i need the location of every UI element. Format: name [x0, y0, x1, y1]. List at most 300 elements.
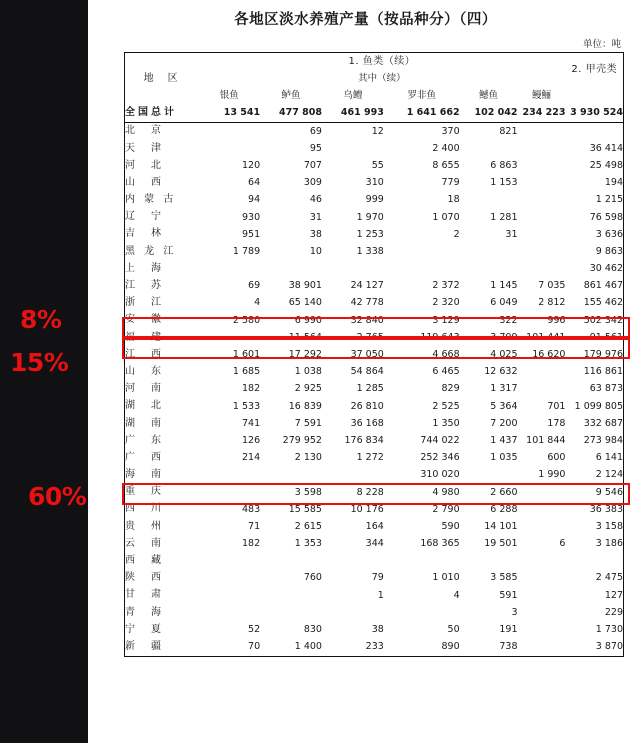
- cell-eel: 7 035: [538, 280, 566, 292]
- cell-tilapia: 1 350: [432, 417, 460, 429]
- row-region-label: 天 津: [125, 142, 164, 154]
- cell-silverfish: [198, 140, 260, 157]
- table-row: [125, 398, 624, 415]
- cell-tilapia: 4: [453, 589, 460, 601]
- cell-mandarinfish: 1 035: [490, 452, 518, 464]
- row-region-label: 山 东: [125, 365, 164, 377]
- cell-silverfish: [198, 122, 260, 140]
- cell-silverfish: 182: [241, 383, 261, 395]
- cell-eel: [518, 552, 566, 569]
- header-col-perch: 鲈鱼: [281, 90, 301, 102]
- cell-crustacean: [565, 122, 623, 140]
- row-region-label: 海 南: [125, 469, 164, 481]
- cell-snakehead: 344: [365, 538, 384, 550]
- cell-crustacean: 3 636: [595, 228, 623, 240]
- cell-eel: [518, 243, 566, 260]
- cell-mandarinfish: [460, 140, 518, 157]
- cell-crustacean: 127: [604, 589, 623, 601]
- cell-tilapia: 1 010: [432, 572, 460, 584]
- row-region-label: 新 疆: [125, 640, 164, 652]
- cell-crustacean: 9 546: [595, 486, 623, 498]
- row-region-label: 四 川: [125, 503, 164, 515]
- cell-silverfish: 126: [241, 434, 261, 446]
- table-row: [125, 277, 624, 294]
- cell-mandarinfish: 6 863: [490, 159, 518, 171]
- cell-perch: 2 130: [294, 452, 322, 464]
- table-row: [125, 140, 624, 157]
- cell-eel: [518, 192, 566, 209]
- cell-mandarinfish: 102 042: [474, 107, 518, 119]
- cell-perch: 2 615: [294, 520, 322, 532]
- cell-crustacean: 194: [604, 177, 623, 189]
- cell-silverfish: 64: [248, 177, 261, 189]
- cell-silverfish: 13 541: [223, 107, 261, 119]
- cell-eel: [518, 260, 566, 277]
- row-region-label: 河 南: [125, 383, 164, 395]
- cell-snakehead: 1 253: [356, 228, 384, 240]
- cell-mandarinfish: [460, 260, 518, 277]
- table-sheet: [88, 0, 643, 743]
- cell-eel: [518, 157, 566, 174]
- table-body: [125, 105, 624, 657]
- cell-silverfish: 94: [248, 194, 261, 206]
- cell-eel: [518, 140, 566, 157]
- cell-snakehead: 233: [365, 641, 384, 653]
- statistics-table: [124, 52, 624, 657]
- cell-eel: 701: [547, 400, 566, 412]
- cell-crustacean: 2 475: [595, 572, 623, 584]
- cell-snakehead: 176 834: [344, 434, 384, 446]
- cell-crustacean: 2 124: [595, 469, 623, 481]
- cell-eel: 16 620: [532, 349, 566, 361]
- cell-crustacean: 76 598: [589, 211, 623, 223]
- cell-crustacean: 3 186: [595, 538, 623, 550]
- row-region-label: 江 苏: [125, 280, 164, 292]
- row-region-label: 北 京: [125, 125, 164, 137]
- cell-snakehead: 1 970: [356, 211, 384, 223]
- cell-snakehead: 54 864: [350, 366, 384, 378]
- cell-tilapia: 744 022: [420, 434, 460, 446]
- cell-silverfish: [198, 552, 260, 569]
- cell-silverfish: 1 685: [232, 366, 261, 378]
- cell-perch: 46: [309, 194, 322, 206]
- cell-mandarinfish: 12 632: [484, 366, 518, 378]
- cell-perch: 1 400: [294, 641, 322, 653]
- row-region-label: 青 海: [125, 606, 164, 618]
- cell-crustacean: 1 215: [595, 194, 623, 206]
- cell-perch: 1 353: [294, 538, 322, 550]
- cell-tilapia: 590: [441, 520, 460, 532]
- row-region-label: 湖 北: [125, 400, 164, 412]
- cell-silverfish: 52: [248, 624, 261, 636]
- cell-eel: 600: [547, 452, 566, 464]
- cell-snakehead: 38: [371, 624, 384, 636]
- cell-eel: 6: [559, 538, 566, 550]
- cell-perch: 31: [309, 211, 322, 223]
- table-row: [125, 363, 624, 380]
- cell-perch: [260, 260, 322, 277]
- header-col-snakehead: 乌鳢: [343, 90, 363, 102]
- row-region-label: 广 东: [125, 434, 164, 446]
- table-row: [125, 570, 624, 587]
- table-row: [125, 346, 624, 363]
- table-row: [125, 295, 624, 312]
- cell-mandarinfish: 31: [505, 228, 518, 240]
- cell-mandarinfish: 7 200: [490, 417, 518, 429]
- cell-mandarinfish: 1 281: [490, 211, 518, 223]
- cell-mandarinfish: 3 709: [490, 331, 518, 343]
- cell-eel: 996: [547, 314, 566, 326]
- cell-silverfish: [198, 260, 260, 277]
- cell-perch: [260, 467, 322, 484]
- cell-perch: 7 591: [294, 417, 322, 429]
- cell-mandarinfish: [460, 467, 518, 484]
- cell-crustacean: 36 414: [589, 142, 623, 154]
- cell-eel: [518, 226, 566, 243]
- cell-mandarinfish: [460, 243, 518, 260]
- cell-tilapia: 119 643: [420, 331, 460, 343]
- cell-mandarinfish: 14 101: [484, 520, 518, 532]
- cell-mandarinfish: 5 364: [490, 400, 518, 412]
- cell-mandarinfish: 6 288: [490, 503, 518, 515]
- cell-snakehead: [322, 140, 384, 157]
- cell-tilapia: 1 641 662: [406, 107, 460, 119]
- cell-snakehead: 461 993: [340, 107, 384, 119]
- cell-eel: 1 990: [538, 469, 566, 481]
- table-header-group-row: [125, 53, 624, 71]
- cell-snakehead: 2 765: [356, 331, 384, 343]
- cell-silverfish: 69: [248, 280, 261, 292]
- header-sub-group: 其中（续）: [358, 73, 406, 85]
- row-region-label: 安 徽: [125, 314, 164, 326]
- table-row: [125, 449, 624, 466]
- header-col-tilapia: 罗非鱼: [407, 90, 436, 102]
- cell-perch: [260, 604, 322, 621]
- cell-tilapia: 252 346: [420, 452, 460, 464]
- cell-mandarinfish: 19 501: [484, 538, 518, 550]
- cell-mandarinfish: 6 049: [490, 297, 518, 309]
- annotation-percent-jiangsu: 8%: [20, 305, 62, 334]
- cell-snakehead: 310: [365, 177, 384, 189]
- cell-mandarinfish: 1 145: [490, 280, 518, 292]
- annotation-percent-zhejiang: 15%: [10, 348, 69, 377]
- cell-snakehead: 12: [371, 125, 384, 137]
- cell-snakehead: 1 285: [356, 383, 384, 395]
- cell-silverfish: 120: [241, 159, 261, 171]
- cell-silverfish: 741: [241, 417, 261, 429]
- row-region-label: 重 庆: [125, 486, 164, 498]
- cell-tilapia: 3 129: [432, 314, 460, 326]
- table-row: [125, 621, 624, 638]
- cell-eel: [518, 587, 566, 604]
- row-region-label: 内 蒙 古: [125, 194, 177, 206]
- header-group-fish: 1. 鱼类（续）: [348, 55, 416, 67]
- cell-crustacean: 3 158: [595, 520, 623, 532]
- cell-tilapia: 310 020: [420, 469, 460, 481]
- cell-tilapia: 779: [441, 177, 460, 189]
- cell-tilapia: [384, 260, 460, 277]
- cell-eel: 178: [547, 417, 566, 429]
- cell-silverfish: [198, 604, 260, 621]
- table-row: [125, 122, 624, 140]
- cell-eel: [518, 174, 566, 191]
- cell-perch: 6 990: [294, 314, 322, 326]
- cell-snakehead: 164: [365, 520, 384, 532]
- cell-silverfish: [198, 484, 260, 501]
- table-row: [125, 501, 624, 518]
- cell-eel: [518, 209, 566, 226]
- cell-eel: 2 812: [538, 297, 566, 309]
- cell-perch: 15 585: [288, 503, 322, 515]
- row-region-label: 黑 龙 江: [125, 245, 177, 257]
- cell-perch: [260, 587, 322, 604]
- cell-snakehead: [322, 260, 384, 277]
- unit-note: 单位：吨: [582, 39, 621, 50]
- header-col-crustacean: [565, 87, 623, 104]
- cell-crustacean: 332 687: [583, 417, 623, 429]
- cell-tilapia: 1 070: [432, 211, 460, 223]
- cell-crustacean: [565, 552, 623, 569]
- cell-snakehead: 26 810: [350, 400, 384, 412]
- cell-mandarinfish: 322: [499, 314, 518, 326]
- header-col-silverfish: 银鱼: [219, 90, 239, 102]
- cell-eel: [518, 638, 566, 656]
- table-row: [125, 192, 624, 209]
- cell-silverfish: [198, 467, 260, 484]
- cell-snakehead: 42 778: [350, 297, 384, 309]
- cell-crustacean: 63 873: [589, 383, 623, 395]
- cell-perch: 17 292: [288, 349, 322, 361]
- cell-perch: 16 839: [288, 400, 322, 412]
- cell-crustacean: 229: [604, 606, 623, 618]
- cell-tilapia: 50: [447, 624, 460, 636]
- cell-tilapia: 890: [441, 641, 460, 653]
- cell-mandarinfish: 591: [499, 589, 518, 601]
- cell-perch: 830: [303, 624, 322, 636]
- cell-silverfish: 2 580: [232, 314, 261, 326]
- cell-perch: 707: [303, 159, 322, 171]
- cell-eel: [518, 381, 566, 398]
- cell-tilapia: 2 400: [432, 142, 460, 154]
- row-region-label: 河 北: [125, 159, 164, 171]
- row-region-label: 辽 宁: [125, 211, 164, 223]
- cell-tilapia: 4 980: [432, 486, 460, 498]
- cell-crustacean: 502 342: [583, 314, 623, 326]
- table-row: [125, 329, 624, 346]
- table-row: [125, 415, 624, 432]
- cell-silverfish: 4: [254, 297, 261, 309]
- cell-tilapia: 2 525: [432, 400, 460, 412]
- table-row: [125, 105, 624, 123]
- header-group-crustacean: 2. 甲壳类: [571, 64, 618, 76]
- row-region-label: 江 西: [125, 348, 164, 360]
- cell-tilapia: 4 668: [432, 349, 460, 361]
- table-row: [125, 174, 624, 191]
- cell-mandarinfish: 4 025: [490, 349, 518, 361]
- header-col-mandarinfish: 鳡鱼: [479, 90, 499, 102]
- row-region-label: 全国总计: [125, 107, 177, 119]
- page-title: 各地区淡水养殖产量（按品种分）（四）: [234, 12, 497, 28]
- cell-perch: 2 925: [294, 383, 322, 395]
- cell-tilapia: 2: [453, 228, 460, 240]
- cell-eel: 234 223: [522, 107, 566, 119]
- cell-tilapia: 2 790: [432, 503, 460, 515]
- table-row: [125, 312, 624, 329]
- cell-silverfish: 1 533: [232, 400, 261, 412]
- cell-silverfish: [198, 570, 260, 587]
- cell-silverfish: 930: [241, 211, 261, 223]
- cell-tilapia: 168 365: [420, 538, 460, 550]
- cell-crustacean: 273 984: [583, 434, 623, 446]
- cell-crustacean: 9 863: [595, 245, 623, 257]
- cell-mandarinfish: 1 317: [490, 383, 518, 395]
- cell-tilapia: 18: [447, 194, 460, 206]
- cell-tilapia: 8 655: [432, 159, 460, 171]
- cell-eel: [518, 604, 566, 621]
- table-row: [125, 432, 624, 449]
- cell-mandarinfish: 821: [499, 125, 518, 137]
- row-region-label: 宁 夏: [125, 623, 164, 635]
- row-region-label: 山 西: [125, 176, 164, 188]
- cell-perch: 760: [303, 572, 322, 584]
- table-row: [125, 604, 624, 621]
- table-header-columns-row: [125, 87, 624, 104]
- cell-perch: 3 598: [294, 486, 322, 498]
- cell-silverfish: 182: [241, 538, 261, 550]
- cell-tilapia: 2 320: [432, 297, 460, 309]
- row-region-label: 西 藏: [125, 555, 164, 567]
- row-region-label: 福 建: [125, 331, 164, 343]
- cell-crustacean: 91 561: [589, 331, 623, 343]
- table-row: [125, 518, 624, 535]
- cell-crustacean: 155 462: [583, 297, 623, 309]
- cell-mandarinfish: 3: [511, 606, 518, 618]
- cell-snakehead: 1 272: [356, 452, 384, 464]
- cell-tilapia: 829: [441, 383, 460, 395]
- row-region-label: 陕 西: [125, 572, 164, 584]
- cell-perch: 10: [309, 245, 322, 257]
- table-row: [125, 381, 624, 398]
- cell-perch: 65 140: [288, 297, 322, 309]
- cell-mandarinfish: 1 153: [490, 177, 518, 189]
- cell-snakehead: [322, 552, 384, 569]
- table-row: [125, 638, 624, 656]
- cell-mandarinfish: [460, 192, 518, 209]
- cell-snakehead: 24 127: [350, 280, 384, 292]
- cell-eel: [518, 518, 566, 535]
- cell-eel: [518, 484, 566, 501]
- table-row: [125, 484, 624, 501]
- cell-tilapia: 6 465: [432, 366, 460, 378]
- table-row: [125, 552, 624, 569]
- cell-tilapia: [384, 552, 460, 569]
- cell-eel: [518, 501, 566, 518]
- table-header-sub-row: [125, 70, 624, 87]
- cell-silverfish: 951: [241, 228, 261, 240]
- cell-perch: 38 901: [288, 280, 322, 292]
- cell-crustacean: 116 861: [583, 366, 623, 378]
- cell-snakehead: 36 168: [350, 417, 384, 429]
- header-col-eel: 鳗鲡: [531, 90, 551, 102]
- cell-eel: 101 844: [526, 434, 566, 446]
- cell-snakehead: 32 840: [350, 314, 384, 326]
- cell-mandarinfish: 2 660: [490, 486, 518, 498]
- table-row: [125, 243, 624, 260]
- cell-silverfish: [198, 329, 260, 346]
- table-row: [125, 260, 624, 277]
- cell-silverfish: 1 601: [232, 349, 261, 361]
- cell-crustacean: 3 930 524: [570, 107, 623, 119]
- cell-crustacean: 1 099 805: [574, 400, 623, 412]
- cell-tilapia: 2 372: [432, 280, 460, 292]
- cell-snakehead: [322, 467, 384, 484]
- row-region-label: 广 西: [125, 451, 164, 463]
- cell-eel: [518, 122, 566, 140]
- table-row: [125, 226, 624, 243]
- table-row: [125, 467, 624, 484]
- cell-perch: [260, 552, 322, 569]
- cell-crustacean: 3 870: [595, 641, 623, 653]
- cell-snakehead: [322, 604, 384, 621]
- cell-crustacean: 179 976: [583, 349, 623, 361]
- cell-snakehead: 37 050: [350, 349, 384, 361]
- cell-crustacean: 861 467: [583, 280, 623, 292]
- cell-perch: 38: [309, 228, 322, 240]
- cell-mandarinfish: 191: [499, 624, 518, 636]
- cell-silverfish: 214: [241, 452, 261, 464]
- cell-mandarinfish: [460, 552, 518, 569]
- cell-snakehead: 1 338: [356, 245, 384, 257]
- cell-eel: [518, 363, 566, 380]
- table-row: [125, 157, 624, 174]
- header-region: 地 区: [143, 72, 180, 84]
- cell-crustacean: 25 498: [589, 159, 623, 171]
- cell-eel: [518, 621, 566, 638]
- cell-silverfish: 71: [248, 520, 261, 532]
- cell-crustacean: 36 383: [589, 503, 623, 515]
- cell-perch: 95: [309, 142, 322, 154]
- cell-perch: 1 038: [294, 366, 322, 378]
- cell-perch: 309: [303, 177, 322, 189]
- cell-snakehead: 55: [371, 159, 384, 171]
- cell-perch: 11 564: [288, 331, 322, 343]
- cell-mandarinfish: 3 585: [490, 572, 518, 584]
- row-region-label: 吉 林: [125, 228, 164, 240]
- cell-snakehead: 79: [371, 572, 384, 584]
- cell-snakehead: 1: [377, 589, 384, 601]
- row-region-label: 甘 肃: [125, 589, 164, 601]
- annotation-percent-guangdong: 60%: [28, 482, 87, 511]
- cell-crustacean: 6 141: [595, 452, 623, 464]
- cell-tilapia: 370: [441, 125, 460, 137]
- cell-tilapia: [384, 604, 460, 621]
- cell-eel: [518, 570, 566, 587]
- cell-mandarinfish: 1 437: [490, 434, 518, 446]
- cell-tilapia: [384, 243, 460, 260]
- row-region-label: 云 南: [125, 537, 164, 549]
- cell-perch: 477 808: [279, 107, 322, 119]
- cell-snakehead: 999: [365, 194, 384, 206]
- cell-eel: 101 441: [526, 331, 566, 343]
- table-row: [125, 587, 624, 604]
- cell-silverfish: 483: [241, 503, 261, 515]
- cell-silverfish: 1 789: [232, 245, 261, 257]
- cell-perch: 279 952: [282, 434, 322, 446]
- row-region-label: 湖 南: [125, 417, 164, 429]
- cell-perch: 69: [309, 125, 322, 137]
- cell-silverfish: 70: [248, 641, 261, 653]
- table-row: [125, 209, 624, 226]
